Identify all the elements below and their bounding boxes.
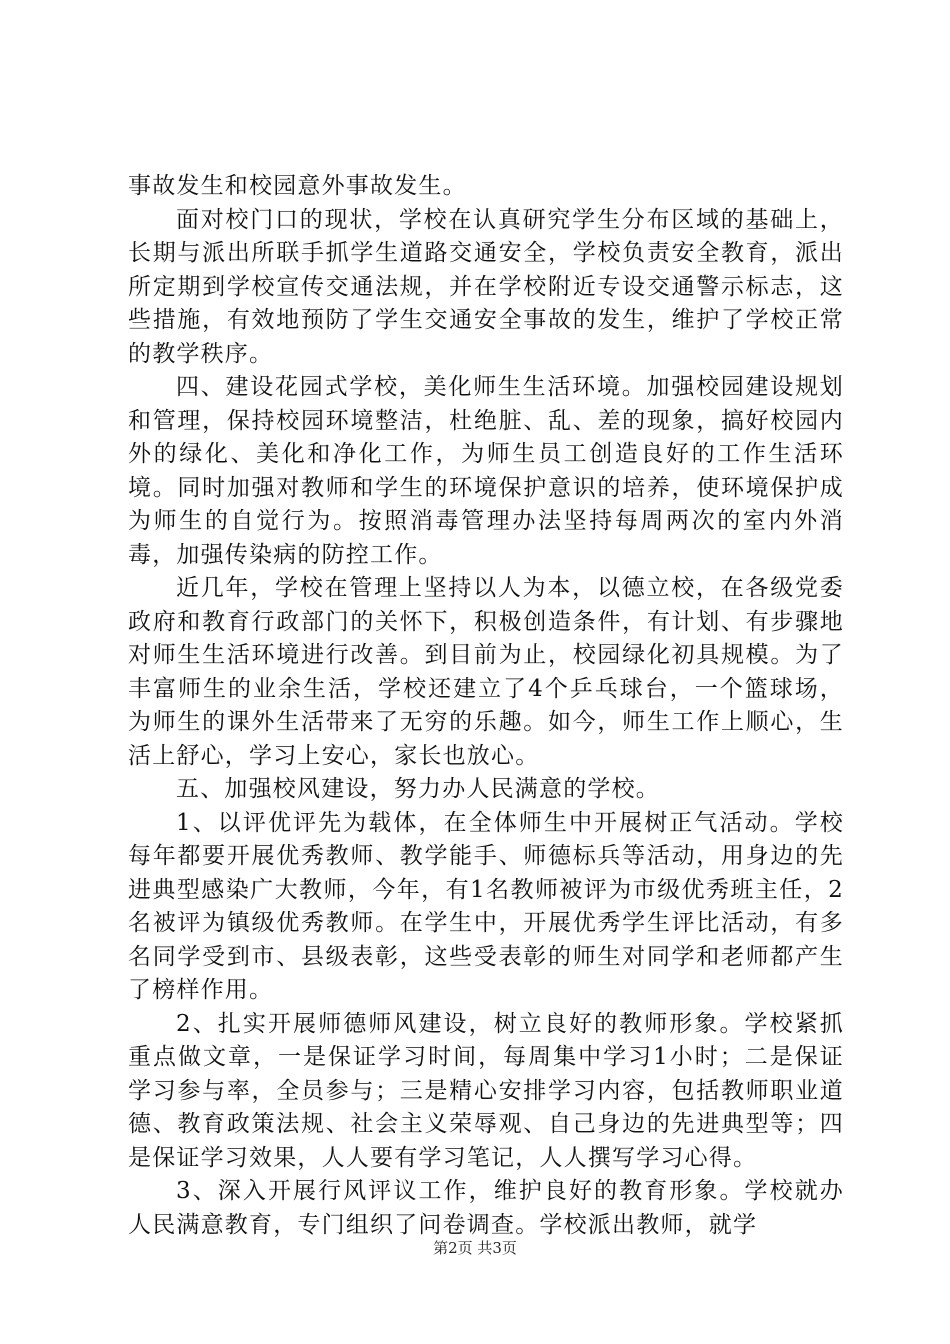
paragraph-2: 面对校门口的现状，学校在认真研究学生分布区域的基础上，长期与派出所联手抓学生道路交通安全，学校负责安全教育，派出所定期到学校宣传交通法规，并在学校附近专设交通警示标志，这些措施，有效地预防了学生交通安全事故的发生，维护了学校正常的教学秩序。 — [128, 206, 844, 367]
paragraph-6: 1、以评优评先为载体，在全体师生中开展树正气活动。学校每年都要开展优秀教师、教学能手、师德标兵等活动，用身边的先进典型感染广大教师，今年，有1名教师被评为市级优秀班主任，2名被评为镇级优秀教师。在学生中，开展优秀学生评比活动，有多名同学受到市、县级表彰，这些受表彰的师生对同学和老师都产生了榜样作用。 — [128, 809, 844, 1003]
page-footer — [0, 1237, 950, 1258]
document-body — [128, 170, 844, 1242]
paragraph-8: 3、深入开展行风评议工作，维护良好的教育形象。学校就办人民满意教育，专门组织了问卷调查。学校派出教师，就学 — [128, 1178, 844, 1238]
paragraph-7: 2、扎实开展师德师风建设，树立良好的教师形象。学校紧抓重点做文章，一是保证学习时间，每周集中学习1小时；二是保证学习参与率，全员参与；三是精心安排学习内容，包括教师职业道德、教育政策法规、社会主义荣辱观、自己身边的先进典型等；四是保证学习效果，人人要有学习笔记，人人撰写学习心得。 — [128, 1010, 844, 1171]
paragraph-3: 四、建设花园式学校，美化师生生活环境。加强校园建设规划和管理，保持校园环境整洁，杜绝脏、乱、差的现象，搞好校园内外的绿化、美化和净化工作，为师生员工创造良好的工作生活环境。同时加强对教师和学生的环境保护意识的培养，使环境保护成为师生的自觉行为。按照消毒管理办法坚持每周两次的室内外消毒，加强传染病的防控工作。 — [128, 374, 844, 568]
paragraph-4: 近几年，学校在管理上坚持以人为本，以德立校，在各级党委政府和教育行政部门的关怀下，积极创造条件，有计划、有步骤地对师生生活环境进行改善。到目前为止，校园绿化初具规模。为了丰富师生的业余生活，学校还建立了4个乒乓球台，一个篮球场，为师生的课外生活带来了无穷的乐趣。如今，师生工作上顺心，生活上舒心，学习上安心，家长也放心。 — [128, 575, 844, 769]
paragraph-5: 五、加强校风建设，努力办人民满意的学校。 — [176, 776, 660, 802]
paragraph-1: 事故发生和校园意外事故发生。 — [128, 173, 467, 199]
page-number-label: 第2页 共3页 — [433, 1239, 517, 1257]
